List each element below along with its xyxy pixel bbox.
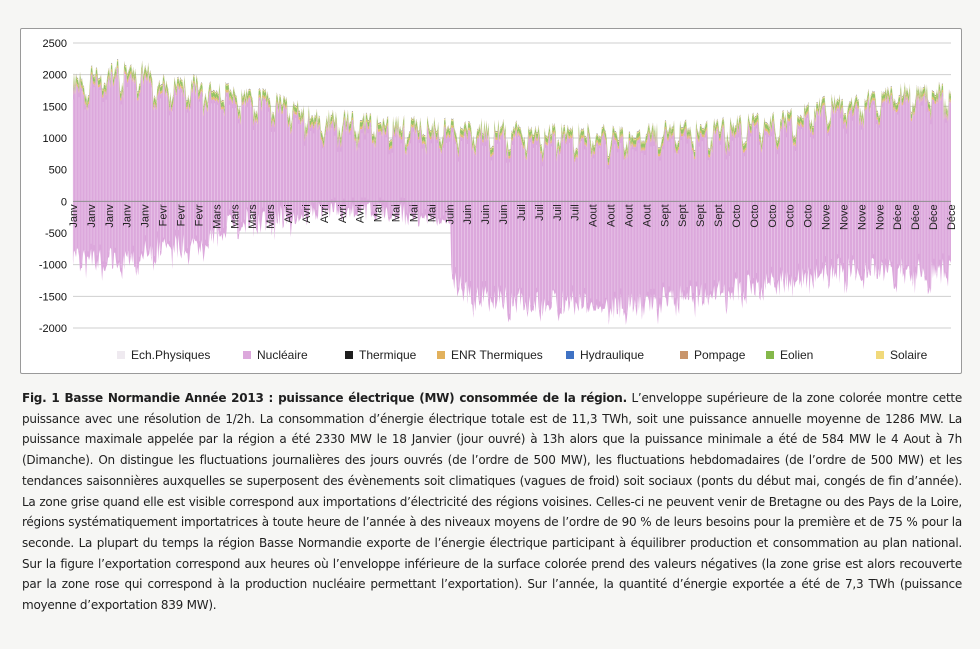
x-tick-label: Juil: [569, 204, 582, 221]
x-tick-label: Janv: [121, 204, 134, 228]
legend-label: Eolien: [780, 348, 814, 362]
x-tick-label: Mars: [265, 204, 278, 229]
chart-legend: [21, 343, 961, 367]
x-tick-label: Sept: [677, 204, 690, 227]
x-tick-label: Juin: [462, 204, 475, 225]
x-tick-label: Octo: [730, 204, 743, 228]
x-tick-label: Octo: [802, 204, 815, 228]
y-tick-label: 2500: [42, 38, 67, 50]
legend-swatch: [117, 351, 125, 359]
x-tick-label: Juin: [444, 204, 457, 225]
x-tick-label: Juil: [551, 204, 564, 221]
x-tick-label: Janv: [68, 204, 80, 228]
y-tick-labels: [39, 38, 67, 335]
legend-swatch: [680, 351, 688, 359]
x-tick-label: Nove: [838, 204, 851, 231]
y-tick-label: -500: [44, 228, 67, 240]
y-tick-label: 500: [48, 164, 67, 177]
legend-swatch: [437, 351, 445, 359]
x-tick-label: Sept: [695, 204, 708, 227]
legend-swatch: [345, 351, 353, 359]
x-tick-label: Fevr: [175, 204, 188, 227]
x-tick-label: Déce: [946, 204, 958, 231]
x-tick-label: Déce: [892, 204, 905, 231]
x-tick-label: Janv: [139, 204, 152, 228]
x-tick-label: Juil: [515, 204, 528, 221]
x-tick-label: Mai: [372, 204, 385, 223]
legend-item: [437, 348, 543, 362]
figure-caption: [22, 388, 962, 616]
legend-item: [876, 348, 927, 362]
legend-label: Pompage: [694, 348, 746, 362]
x-tick-label: Nove: [874, 204, 887, 231]
legend-item: [117, 348, 210, 362]
x-tick-label: Juin: [480, 204, 493, 225]
x-tick-label: Déce: [928, 204, 941, 231]
x-tick-label: Mai: [426, 204, 439, 223]
legend-label: Nucléaire: [257, 348, 308, 362]
x-tick-label: Octo: [748, 204, 761, 228]
x-tick-label: Octo: [766, 204, 779, 228]
legend-label: Thermique: [359, 348, 417, 362]
y-tick-label: -1000: [38, 259, 67, 272]
x-tick-label: Avri: [354, 204, 367, 224]
y-tick-label: 0: [60, 196, 67, 209]
x-tick-label: Aout: [641, 204, 654, 227]
x-tick-label: Juil: [533, 204, 546, 221]
legend-swatch: [766, 351, 774, 359]
chart-frame: [20, 28, 962, 374]
x-tick-label: Nove: [856, 204, 869, 231]
x-tick-label: Avri: [283, 204, 296, 224]
x-tick-label: Janv: [85, 204, 98, 228]
legend-label: ENR Thermiques: [451, 348, 543, 362]
legend-item: [345, 348, 416, 362]
x-tick-label: Octo: [784, 204, 797, 228]
legend-swatch: [876, 351, 884, 359]
x-tick-label: Janv: [103, 204, 116, 228]
x-tick-label: Aout: [605, 204, 618, 227]
legend-label: Hydraulique: [580, 348, 645, 362]
caption-text: L’enveloppe supérieure de la zone colorée montre cette puissance avec une résolution de 1/2h. La consommation d’énergie électrique totale est de 11,3 TWh, soit une puissance annuelle moyenne de 1286 MW. La puissance maximale appelée par la région a été 2330 MW le 18 Janvier (jour ouvré) à 13h alors que la puissance minimale a été de 584 MW le 4 Aout à 7h (Dimanche). On distingue les fluctuations journalières des jours ouvrés (de l’ordre de 500 MW), les fluctuations hebdomadaires (de l’ordre de 500 MW) et les tendances saisonnières auxquelles se superposent des évènements soit climatiques (vagues de froid) soit sociaux (ponts du début mai, congés de fin d’année). La zone grise quand elle est visible correspond aux importations d’électricité des régions voisines. Celles-ci ne peuvent venir de Bretagne ou des Pays de la Loire, régions systématiquement importatrices à toute heure de l’année à des niveaux moyens de l’ordre de 90 % de leurs besoins pour la première et de 75 % pour la seconde. La plupart du temps la région Basse Normandie exporte de l’énergie électrique participant à équilibrer production et consommation au plan national. Sur la figure l’exportation correspond aux heures où l’enveloppe inférieure de la surface colorée prend des valeurs négatives (la zone grise est alors recouverte par la zone rose qui correspond à la production nucléaire permettant l’exportation). Sur l’année, la quantité d’énergie exportée a été de 7,3 TWh (puissance moyenne d’exportation 839 MW).: [22, 391, 962, 613]
x-tick-label: Avri: [336, 204, 349, 224]
caption-title: Fig. 1 Basse Normandie Année 2013 : puissance électrique (MW) consommée de la région.: [22, 391, 627, 405]
legend-label: Ech.Physiques: [131, 348, 211, 362]
x-tick-label: Mars: [211, 204, 224, 229]
x-tick-label: Avri: [318, 204, 331, 224]
legend-item: [243, 348, 308, 362]
y-tick-label: 1000: [42, 133, 67, 145]
x-tick-label: Avri: [300, 204, 313, 224]
x-tick-label: Aout: [587, 204, 600, 227]
legend-item: [766, 348, 813, 362]
legend-swatch: [243, 351, 251, 359]
x-tick-label: Mars: [247, 204, 260, 229]
x-tick-label: Sept: [713, 204, 726, 227]
x-tick-label: Mai: [408, 204, 421, 223]
legend-swatch: [566, 351, 574, 359]
legend-item: [566, 348, 644, 362]
x-tick-label: Fevr: [157, 204, 170, 227]
area-series: [73, 59, 951, 325]
y-tick-label: 2000: [42, 69, 67, 82]
y-tick-label: -2000: [38, 323, 67, 335]
chart-plot: [21, 29, 961, 343]
x-tick-label: Fevr: [193, 204, 206, 227]
x-tick-label: Mai: [390, 204, 403, 223]
legend-label: Solaire: [890, 348, 928, 362]
x-tick-label: Mars: [229, 204, 242, 229]
x-tick-label: Sept: [659, 204, 672, 227]
x-tick-label: Déce: [910, 204, 923, 231]
x-tick-label: Nove: [820, 204, 833, 231]
legend-item: [680, 348, 745, 362]
y-tick-label: 1500: [42, 101, 67, 114]
x-tick-label: Juin: [498, 204, 511, 225]
y-tick-label: -1500: [38, 291, 67, 304]
x-tick-label: Aout: [623, 204, 636, 227]
